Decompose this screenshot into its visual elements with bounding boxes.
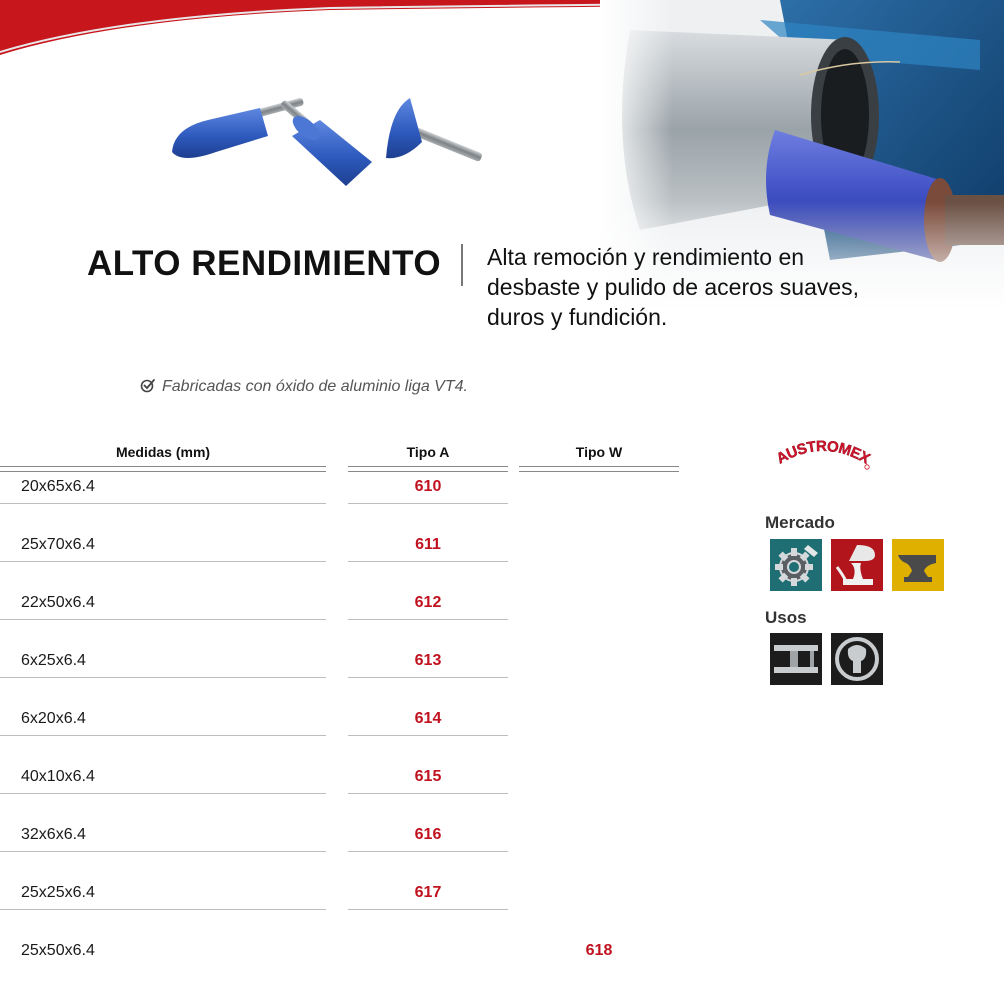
product-image [160,90,490,200]
table-row [0,531,700,589]
size-cell: 40x10x6.4 [21,768,95,785]
row-divider [348,909,508,910]
row-divider [0,619,326,620]
size-cell: 32x6x6.4 [21,826,86,843]
mercado-label: Mercado [765,513,835,532]
table-row [0,937,700,995]
tipo-a-cell: 616 [414,826,442,843]
row-divider [0,561,326,562]
column-header-tipo-w: Tipo W [575,444,623,460]
row-divider [0,735,326,736]
tipo-a-cell: 611 [415,536,441,553]
row-divider [348,561,508,562]
row-divider [348,851,508,852]
row-divider [348,677,508,678]
tipo-a-cell: 613 [414,652,442,669]
table-row [0,647,700,705]
tagline: Alta remoción y rendimiento en desbaste y pulido de aceros suaves, duros y fundición. [487,244,860,330]
header-rule [519,466,679,472]
feature-text: Fabricadas con óxido de aluminio liga VT4. [162,378,468,395]
column-header-tipo-a: Tipo A [406,444,450,460]
table-row [0,763,700,821]
svg-text:AUSTROMEX: AUSTROMEX [774,437,872,468]
table-row [0,705,700,763]
casting-icon [831,633,883,685]
usos-label: Usos [765,608,807,627]
tipo-a-cell: 612 [414,594,442,611]
tipo-a-cell: 617 [414,884,442,901]
row-divider [348,619,508,620]
table-row [0,473,700,531]
steel-beam-icon [770,633,822,685]
tipo-a-cell: 610 [414,478,442,495]
column-header-medidas: Medidas (mm) [115,444,211,460]
row-divider [0,793,326,794]
tipo-w-cell: 618 [585,942,613,959]
table-row [0,821,700,879]
header-rule [348,466,508,472]
size-cell: 6x20x6.4 [21,710,86,727]
header-rule [0,466,326,472]
tipo-a-cell: 614 [414,710,442,727]
check-circle-icon [140,377,156,393]
anvil-icon [892,539,944,591]
size-cell: 22x50x6.4 [21,594,95,611]
size-cell: 25x50x6.4 [21,942,95,959]
row-divider [0,909,326,910]
row-divider [0,503,326,504]
tipo-a-cell: 615 [414,768,442,785]
page-title: ALTO RENDIMIENTO [87,244,442,283]
size-cell: 25x70x6.4 [21,536,95,553]
feature-note [140,377,468,396]
table-row [0,589,700,647]
austromex-logo [774,430,872,474]
row-divider [0,851,326,852]
row-divider [0,677,326,678]
row-divider [348,735,508,736]
title-divider [461,244,463,286]
size-cell: 25x25x6.4 [21,884,95,901]
row-divider [348,793,508,794]
gear-industry-icon [770,539,822,591]
size-cell: 6x25x6.4 [21,652,86,669]
size-cell: 20x65x6.4 [21,478,95,495]
table-row [0,879,700,937]
row-divider [348,503,508,504]
foundry-icon [831,539,883,591]
